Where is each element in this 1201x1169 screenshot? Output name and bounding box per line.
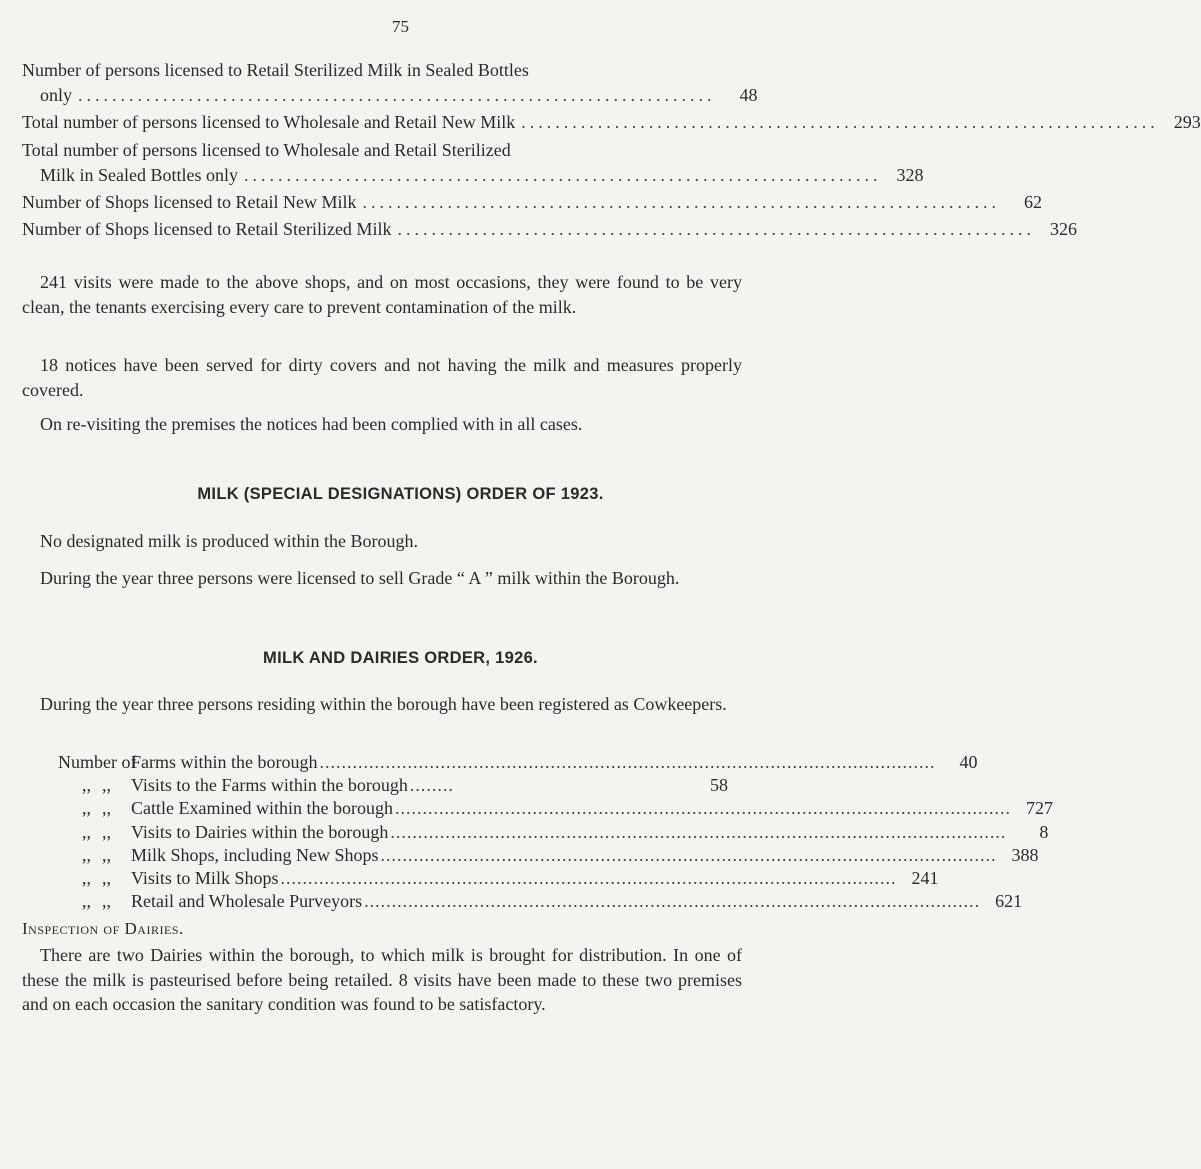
ditto-mark: ,,	[82, 867, 91, 888]
licence-stat-label: Number of Shops licensed to Retail Sterilized Milk	[22, 219, 392, 239]
list-item-label: Visits to the Farms within the borough	[131, 775, 408, 796]
licence-stat-label: Total number of persons licensed to Wholesale and Retail New Milk	[22, 112, 516, 132]
page-number: 75	[392, 17, 409, 36]
paragraph-grade-a	[22, 566, 742, 591]
ditto-mark: ,,	[82, 775, 91, 796]
paragraph-grade-a-text: During the year three persons were licensed to sell Grade “ A ” milk within the Borough.	[40, 568, 680, 588]
list-item-value: 40	[959, 752, 978, 772]
ditto-mark: ,,	[102, 775, 111, 796]
list-item-label: Farms within the borough	[131, 752, 318, 772]
ditto-mark: ,,	[82, 844, 91, 865]
licence-stat-value: 328	[896, 165, 924, 185]
list-item-label: Cattle Examined within the borough	[131, 798, 393, 819]
licence-stat-5	[22, 217, 1077, 242]
leader-dots: ................................................................................................................	[319, 752, 936, 772]
licence-stat-value: 62	[1023, 192, 1042, 212]
leader-dots: ................................................................................................................	[394, 798, 1011, 819]
leader-dots: ................................................................................................................	[280, 867, 897, 888]
leader-dots: ...........................................................................	[244, 165, 882, 185]
licence-stat-2	[22, 110, 1201, 135]
leader-dots: ........	[409, 775, 454, 796]
list-prefix	[58, 822, 131, 843]
ditto-mark: ,,	[82, 798, 91, 819]
list-item	[58, 821, 1049, 845]
licence-stat-value: 48	[739, 85, 758, 105]
list-prefix	[58, 798, 131, 819]
paragraph-visits	[22, 270, 742, 319]
list-prefix: Number of	[58, 752, 137, 772]
list-item	[58, 891, 1023, 914]
leader-dots: ...........................................................................	[521, 112, 1159, 132]
licence-stat-label: Number of Shops licensed to Retail New Milk	[22, 192, 357, 212]
paragraph-revisit-text: On re-visiting the premises the notices had been complied with in all cases.	[40, 414, 583, 434]
leader-dots: ...........................................................................	[78, 85, 716, 105]
licence-stat-1	[22, 58, 758, 108]
list-item-label: Retail and Wholesale Purveyors	[131, 891, 363, 912]
paragraph-cowkeepers	[22, 692, 742, 717]
list-item	[58, 867, 939, 891]
list-prefix	[58, 868, 131, 889]
ditto-mark: ,,	[102, 891, 111, 912]
paragraph-notices	[22, 353, 742, 402]
ditto-mark: ,,	[102, 798, 111, 819]
list-item-label: Milk Shops, including New Shops	[131, 844, 379, 865]
list-item-value: 621	[995, 891, 1023, 912]
paragraph-inspection-text: There are two Dairies within the borough, to which milk is brought for distribution. In one of these the milk is pasteurised before being retailed. 8 visits have been made to these two premises and on each occasion the sanitary condition was found to be satisfactory.	[22, 945, 742, 1014]
list-prefix	[58, 891, 131, 912]
list-prefix	[58, 845, 131, 866]
list-item	[58, 844, 1039, 868]
ditto-mark: ,,	[102, 821, 111, 842]
inspection-heading: Inspection of Dairies.	[22, 919, 184, 938]
list-prefix	[58, 775, 131, 796]
section-heading-special-designations: MILK (SPECIAL DESIGNATIONS) ORDER OF 1923.	[197, 485, 604, 503]
ditto-mark: ,,	[102, 844, 111, 865]
paragraph-notices-text: 18 notices have been served for dirty covers and not having the milk and measures properly covered.	[22, 355, 742, 400]
list-item	[58, 798, 1053, 821]
licence-stat-label: only	[40, 85, 73, 105]
list-item	[58, 775, 728, 798]
ditto-mark: ,,	[82, 891, 91, 912]
paragraph-cowkeepers-text: During the year three persons residing within the borough have been registered as Cowkeepers.	[40, 694, 727, 714]
licence-stat-label: Number of persons licensed to Retail Sterilized Milk in Sealed Bottles	[22, 60, 529, 80]
leader-dots: ................................................................................................................	[390, 821, 1007, 842]
leader-dots: ................................................................................................................	[380, 844, 997, 865]
licence-stat-value: 293	[1173, 112, 1201, 132]
leader-dots: ...........................................................................	[397, 219, 1035, 239]
list-item-value: 8	[1039, 821, 1049, 842]
list-item-label: Visits to Dairies within the borough	[131, 821, 389, 842]
list-item-value: 727	[1025, 798, 1053, 819]
licence-stat-label: Milk in Sealed Bottles only	[40, 165, 238, 185]
paragraph-designated-text: No designated milk is produced within the Borough.	[40, 531, 418, 551]
dairy-stats-list	[58, 752, 1053, 914]
licence-stat-4	[22, 190, 1042, 215]
leader-dots: ................................................................................................................	[364, 891, 981, 912]
paragraph-visits-text: 241 visits were made to the above shops, and on most occasions, they were found to be very clean, the tenants exercising every care to prevent contamination of the milk.	[22, 272, 742, 317]
licence-stat-3	[22, 138, 924, 188]
list-item-label: Visits to Milk Shops	[131, 867, 279, 888]
list-item-value: 58	[710, 775, 728, 796]
licence-stat-value: 326	[1049, 219, 1077, 239]
section-heading-milk-dairies: MILK AND DAIRIES ORDER, 1926.	[263, 649, 538, 667]
leader-dots: ...........................................................................	[362, 192, 1000, 212]
ditto-mark: ,,	[82, 821, 91, 842]
paragraph-designated	[22, 529, 742, 554]
list-item	[58, 752, 978, 775]
licence-stat-label: Total number of persons licensed to Wholesale and Retail Sterilized	[22, 140, 511, 160]
list-item-value: 388	[1011, 844, 1039, 865]
ditto-mark: ,,	[102, 867, 111, 888]
list-item-value: 241	[911, 867, 939, 888]
paragraph-inspection	[22, 943, 742, 1017]
paragraph-revisit	[22, 412, 742, 437]
